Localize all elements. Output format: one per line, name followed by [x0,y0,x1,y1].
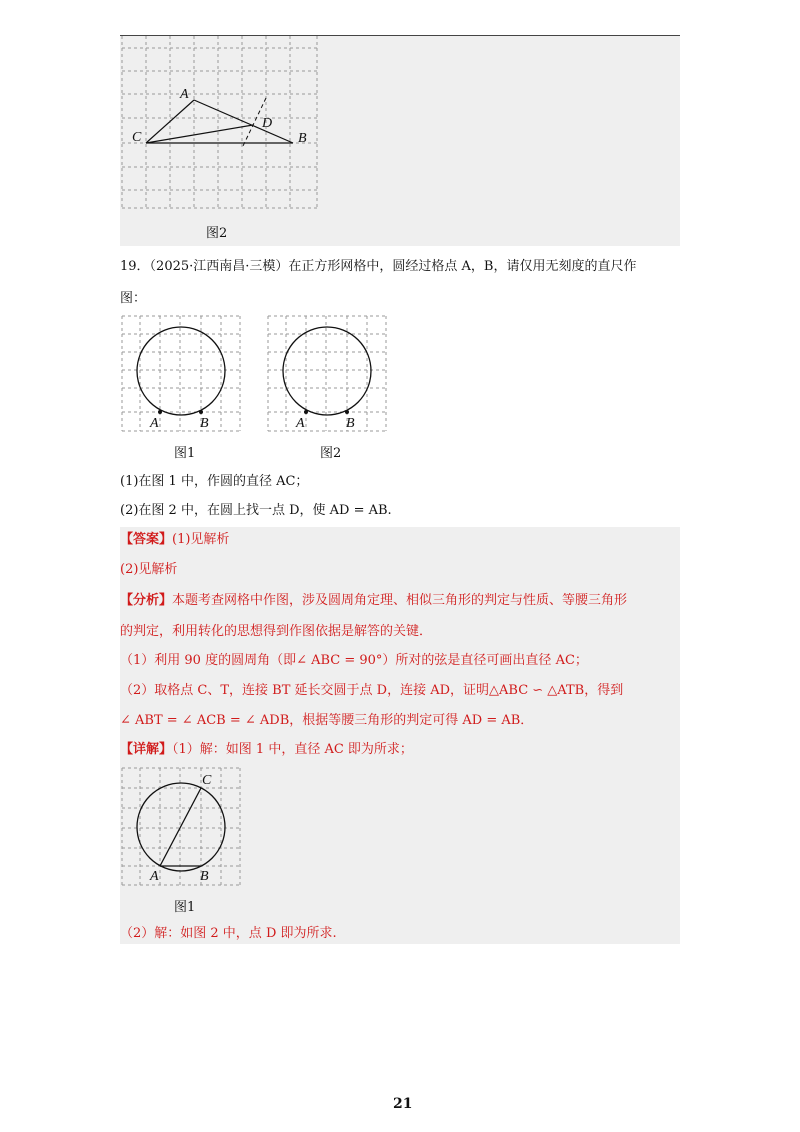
detail-label-B: B [200,869,209,884]
detail-line-1-text: （1）解：如图 1 中，直径 AC 即为所求； [172,742,413,757]
detail-figure-caption: 图1 [174,900,196,915]
question-line-1: 19．（2025·江西南昌·三模）在正方形网格中，圆经过格点 A，B，请仅用无刻度的直尺作 [120,259,637,274]
top-figure-caption: 图2 [206,226,228,241]
question-part-2: (2)在图 2 中，在圆上找一点 D，使 AD = AB. [120,503,392,518]
analysis-line-2: 的判定，利用转化的思想得到作图依据是解答的关键． [120,624,433,639]
question-figure-2 [266,314,388,434]
question-part-1: (1)在图 1 中，作圆的直径 AC； [120,474,309,489]
segment-CD [146,125,253,143]
analysis-line-4: （2）取格点 C、T，连接 BT 延长交圆于点 D，连接 AD，证明△ABC ∽ △ATB，得到 [120,683,624,698]
detail-label-A: A [150,869,159,884]
detail-line-1 [120,741,413,759]
answer-line-1-text: (1)见解析 [172,532,230,547]
fig1-label-A: A [150,416,159,431]
detail-figure-1 [120,766,242,888]
answer-line-1 [120,531,229,549]
label-A: A [180,87,189,102]
label-D: D [262,116,273,131]
detail-label-C: C [202,773,212,788]
answer-tag: 【答案】 [120,532,173,547]
fig1-caption: 图1 [174,446,196,461]
top-triangle-figure [120,36,320,211]
detail-line-2: （2）解：如图 2 中，点 D 即为所求. [120,926,337,941]
fig2-label-B: B [346,416,355,431]
detail-tag: 【详解】 [120,742,173,757]
page-number: 21 [393,1096,413,1112]
label-C: C [132,130,142,145]
analysis-line-1 [120,592,627,610]
segment-AB [194,100,293,143]
label-B: B [298,131,307,146]
analysis-line-1-text: 本题考查网格中作图，涉及圆周角定理、相似三角形的判定与性质、等腰三角形 [172,593,628,608]
fig2-caption: 图2 [320,446,342,461]
question-line-2: 图： [120,291,147,306]
analysis-tag: 【分析】 [120,593,173,608]
fig1-label-B: B [200,416,209,431]
analysis-line-3: （1）利用 90 度的圆周角（即∠ ABC = 90°）所对的弦是直径可画出直径 AC； [120,653,588,668]
answer-line-2: (2)见解析 [120,562,178,577]
fig2-label-A: A [296,416,305,431]
question-figure-1 [120,314,242,434]
analysis-line-5: ∠ ABT = ∠ ACB = ∠ ADB，根据等腰三角形的判定可得 AD = AB． [120,713,534,728]
